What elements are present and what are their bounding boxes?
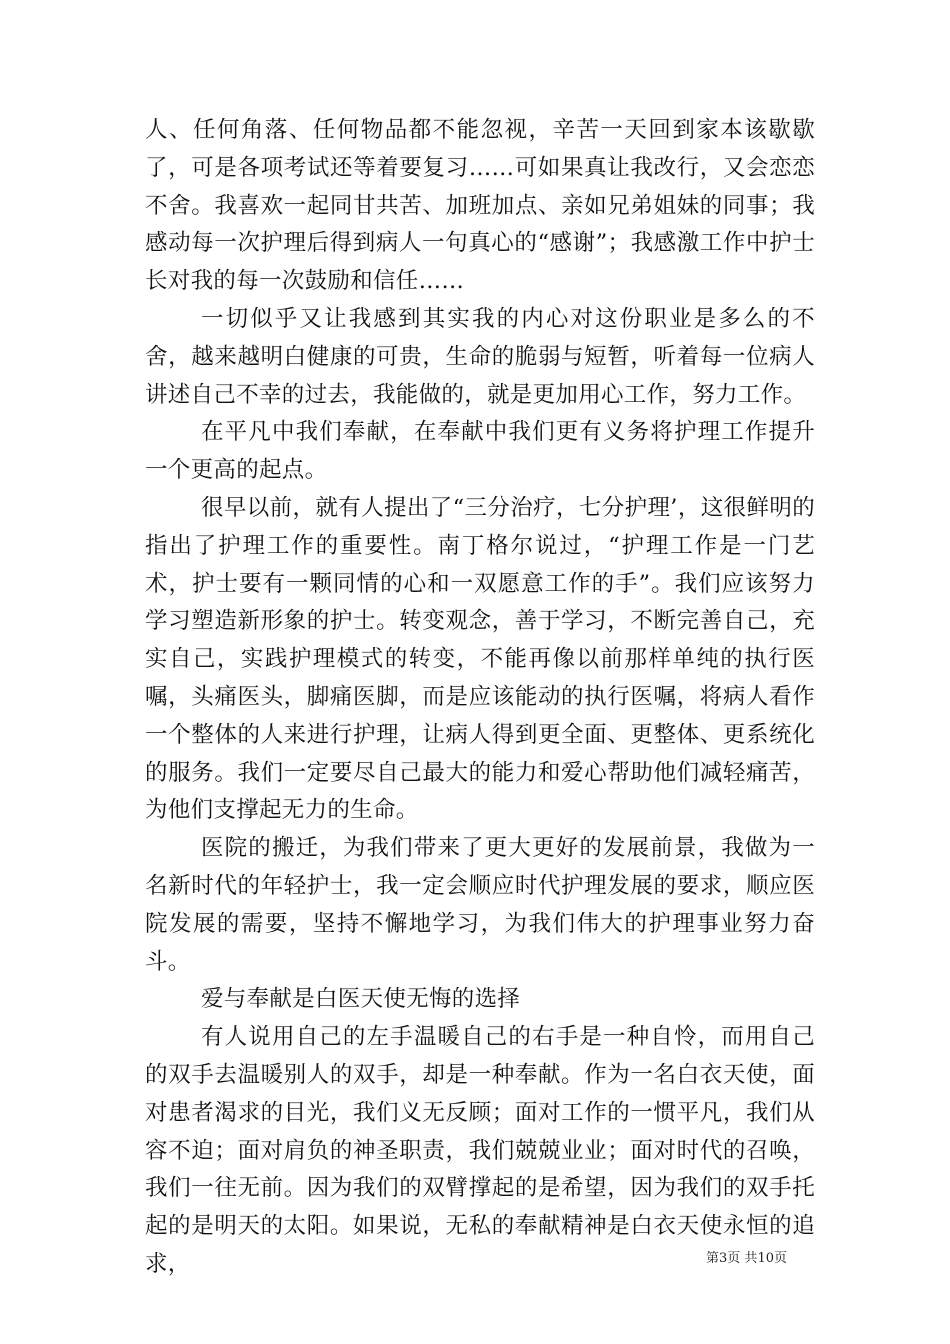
paragraph: 有人说用自己的左手温暖自己的右手是一种自怜，而用自己的双手去温暖别人的双手，却是一种奉献。作为一名白衣天使，面对患者渴求的目光，我们义无反顾；面对工作的一惯平凡，我们从容不迫；面对肩负的神圣职责，我们兢兢业业；面对时代的召唤，我们一往无前。因为我们的双臂撑起的是希望，因为我们的双手托起的是明天的太阳。如果说，无私的奉献精神是白衣天使永恒的追求，: [145, 1024, 815, 1277]
paragraph: 很早以前，就有人提出了“三分治疗，七分护理’，这很鲜明的指出了护理工作的重要性。南丁格尔说过，“护理工作是一门艺术，护士要有一颗同情的心和一双愿意工作的手”。我们应该努力学习塑造新形象的护士。转变观念，善于学习，不断完善自己，充实自己，实践护理模式的转变，不能再像以前那样单纯的执行医嘱，头痛医头，脚痛医脚，而是应该能动的执行医嘱，将病人看作一个整体的人来进行护理，让病人得到更全面、更整体、更系统化的服务。我们一定要尽自己最大的能力和爱心帮助他们减轻痛苦，为他们支撑起无力的生命。: [145, 494, 815, 824]
total-pages-number: 10: [757, 1251, 774, 1266]
paragraph: 一切似乎又让我感到其实我的内心对这份职业是多么的不舍，越来越明白健康的可贵，生命的脆弱与短暂，听着每一位病人讲述自己不幸的过去，我能做的，就是更加用心工作，努力工作。: [145, 305, 815, 408]
footer-suffix: 页: [773, 1251, 787, 1266]
section-heading: 爱与奉献是白医天使无悔的选择: [201, 986, 521, 1013]
current-page-number: 3: [719, 1251, 728, 1266]
footer-middle: 页 共: [727, 1251, 758, 1266]
paragraph: 在平凡中我们奉献，在奉献中我们更有义务将护理工作提升一个更高的起点。: [145, 419, 815, 484]
paragraph-continuation: 人、任何角落、任何物品都不能忽视，辛苦一天回到家本该歇歇了，可是各项考试还等着要复习……可如果真让我改行，又会恋恋不舍。我喜欢一起同甘共苦、加班加点、亲如兄弟姐妹的同事；我感动每一次护理后得到病人一句真心的“感谢”；我感激工作中护士长对我的每一次鼓励和信任……: [145, 117, 815, 295]
document-body: [145, 112, 815, 1284]
page-footer: [706, 1247, 787, 1266]
paragraph: 医院的搬迁，为我们带来了更大更好的发展前景，我做为一名新时代的年轻护士，我一定会顺应时代护理发展的要求，顺应医院发展的需要，坚持不懈地学习，为我们伟大的护理事业努力奋斗。: [145, 835, 815, 975]
footer-prefix: 第: [706, 1251, 720, 1266]
